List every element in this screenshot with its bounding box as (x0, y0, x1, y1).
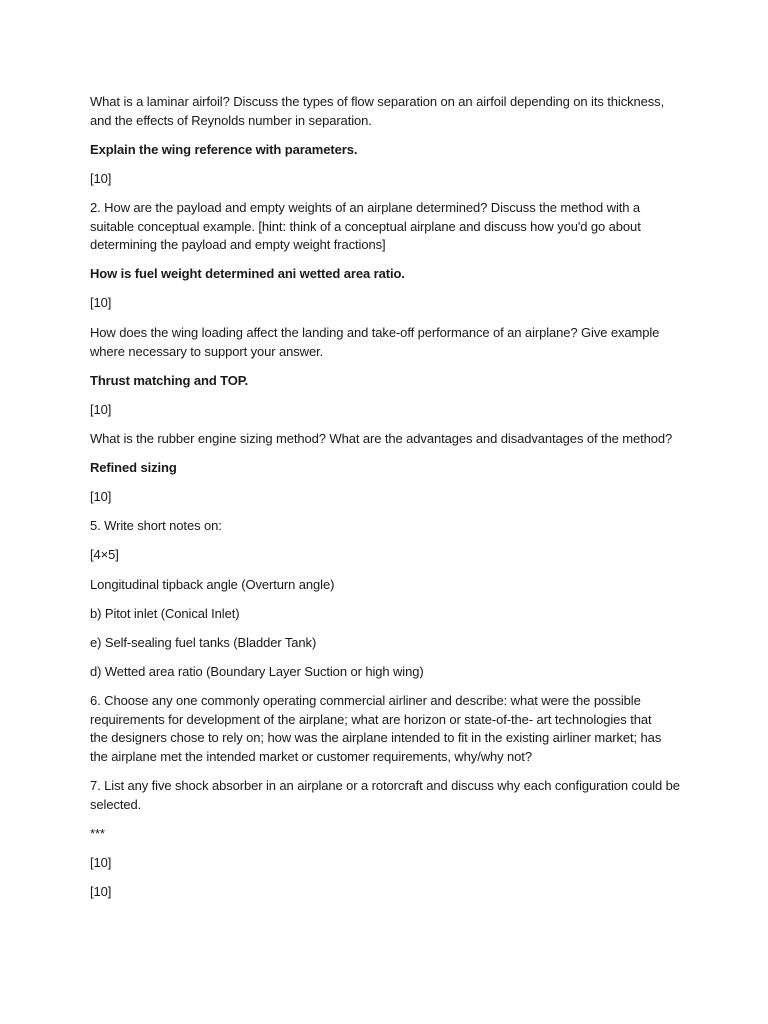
question-2-line-3: determining the payload and empty weight fractions] (90, 237, 386, 252)
question-7-line-1: 7. List any five shock absorber in an airplane or a rotorcraft and discuss why each configuration could be (90, 778, 680, 793)
question-2-alt: How is fuel weight determined ani wetted area ratio. (90, 266, 405, 281)
question-4-line-1: What is the rubber engine sizing method? What are the advantages and disadvantages of the method? (90, 431, 673, 446)
question-1-alt: Explain the wing reference with parameters. (90, 142, 358, 157)
question-3-line-1: How does the wing loading affect the landing and take-off performance of an airplane? Give example (90, 325, 660, 340)
question-1-line-2: and the effects of Reynolds number in separation. (90, 113, 372, 128)
marks-q3: [10] (90, 402, 112, 417)
question-6-line-2: requirements for development of the airplane; what are horizon or state-of-the- art technologies that (90, 712, 652, 727)
note-item-c: e) Self-sealing fuel tanks (Bladder Tank) (90, 635, 317, 650)
question-7-line-2: selected. (90, 797, 142, 812)
marks-q7: [10] (90, 884, 112, 899)
question-5-heading: 5. Write short notes on: (90, 518, 222, 533)
question-6-line-4: the airplane met the intended market or customer requirements, why/why not? (90, 749, 532, 764)
section-separator: *** (90, 826, 105, 841)
marks-q1: [10] (90, 171, 112, 186)
question-6-line-3: the designers chose to rely on; how was the airplane intended to fit in the existing airliner market; has (90, 730, 662, 745)
question-1-line-1: What is a laminar airfoil? Discuss the types of flow separation on an airfoil depending on its thickness, (90, 94, 665, 109)
note-item-d: d) Wetted area ratio (Boundary Layer Suction or high wing) (90, 664, 424, 679)
question-4-alt: Refined sizing (90, 460, 177, 475)
marks-q2: [10] (90, 295, 112, 310)
marks-q4: [10] (90, 489, 112, 504)
note-item-b: b) Pitot inlet (Conical Inlet) (90, 606, 240, 621)
question-3-line-2: where necessary to support your answer. (90, 344, 324, 359)
marks-q6: [10] (90, 855, 112, 870)
marks-q5: [4×5] (90, 547, 119, 562)
question-3-alt: Thrust matching and TOP. (90, 373, 249, 388)
question-6-line-1: 6. Choose any one commonly operating commercial airliner and describe: what were the possible (90, 693, 641, 708)
note-item-a: Longitudinal tipback angle (Overturn angle) (90, 577, 335, 592)
question-2-line-1: 2. How are the payload and empty weights of an airplane determined? Discuss the method with a (90, 200, 641, 215)
question-2-line-2: suitable conceptual example. [hint: think of a conceptual airplane and discuss how you'd go about (90, 219, 641, 234)
